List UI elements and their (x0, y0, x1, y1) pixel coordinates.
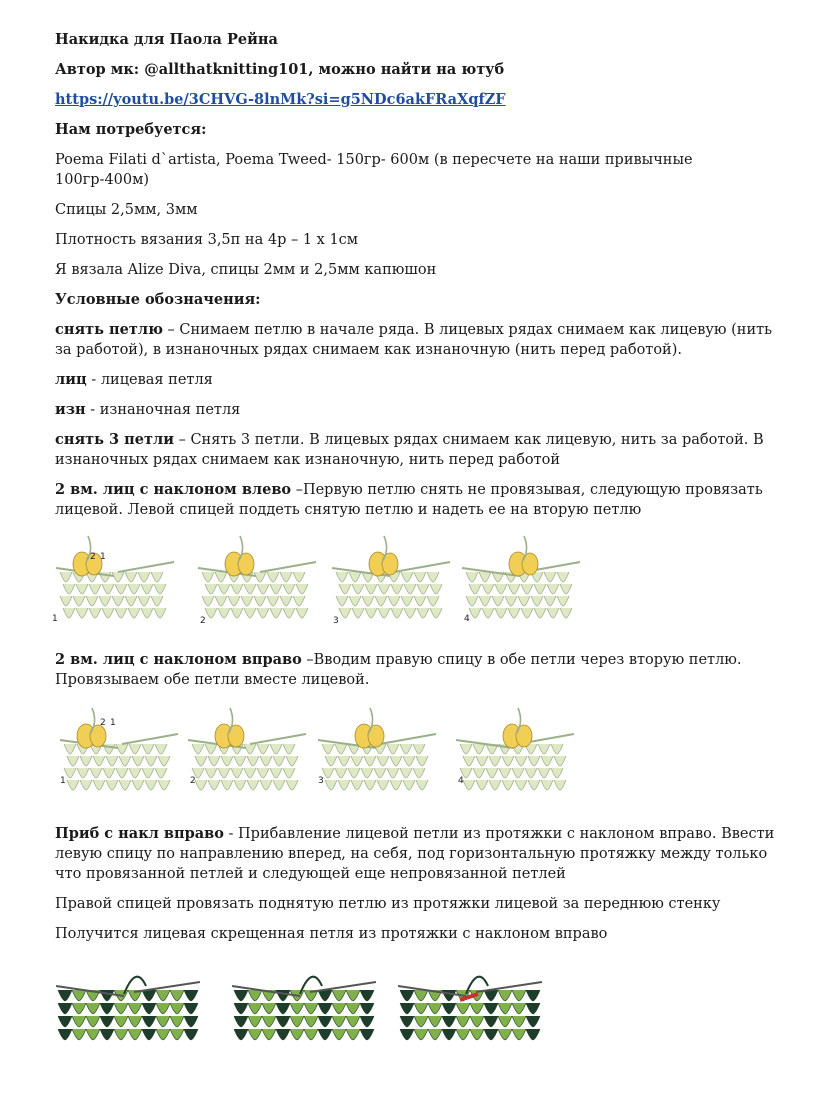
term-desc: лицевая петля (100, 372, 213, 388)
term-name: лиц (55, 371, 87, 388)
increase-diagram-3 (396, 960, 546, 1048)
knit-diagram-step-3 (328, 532, 454, 628)
knit-diagram-step-4 (458, 532, 584, 628)
knit-fabric-drawing (458, 532, 584, 628)
term-purl (55, 400, 775, 420)
term-name: снять 3 петли (55, 431, 174, 448)
increase-fabric-drawing (54, 960, 204, 1048)
knit-fabric-drawing (314, 704, 440, 800)
step-label: 1 (52, 614, 58, 624)
step-label: 4 (464, 614, 470, 624)
increase-fabric-drawing (396, 960, 546, 1048)
youtube-link[interactable]: https://youtu.be/3CHVG-8lnMk?si=g5NDc6akFRaXqfZF (55, 91, 506, 108)
document-page (52, 28, 775, 1060)
term-knit (55, 370, 775, 390)
term-sep: - (85, 402, 100, 418)
step-label: 2 (190, 776, 196, 786)
term-desc: Снимаем петлю в начале ряда. В лицевых рядах снимаем как лицевую (нить за работой), в изнаночных рядах снимаем как изнаночную (нить перед работой). (55, 322, 773, 358)
step-label: 2 (200, 616, 206, 626)
knit-diagram-step-2 (194, 532, 320, 628)
knit-diagram-step-4 (452, 704, 578, 800)
term-name: 2 вм. лиц с наклоном влево (55, 481, 292, 498)
needles-text: Спицы 2,5мм, 3мм (55, 202, 198, 218)
knit-fabric-drawing (52, 532, 178, 628)
knit-diagram-step-2 (184, 704, 310, 800)
term-name: Приб с накл вправо (55, 825, 224, 842)
term-desc: Вводим правую спицу в обе петли через вторую петлю. Провязываем обе петли вместе лицевой. (55, 652, 742, 688)
term-sep: – (173, 432, 191, 448)
term-desc: Прибавление лицевой петли из протяжки с наклоном вправо. Ввести левую спицу по направлению вперед, на себя, под горизонтальную протяжку между только что провязанной петлей и следующей еще непровязанной петлей (55, 826, 775, 882)
knit-fabric-drawing (56, 704, 182, 800)
term-k2tog-right (55, 650, 775, 690)
step-label: 4 (458, 776, 464, 786)
knit-fabric-drawing (328, 532, 454, 628)
term-sep: - (86, 372, 101, 388)
materials-text: Poema Filati d`artista, Poema Tweed- 150гр- 600м (в пересчете на наши привычные 100гр-400м) (55, 152, 693, 188)
increase-step-2: Правой спицей провязать поднятую петлю из протяжки лицевой за переднюю стенку (55, 896, 721, 912)
stitch-mark: 2 (100, 718, 106, 728)
knit-fabric-drawing (194, 532, 320, 628)
increase-diagram-1 (54, 960, 204, 1048)
increase-step-3: Получится лицевая скрещенная петля из протяжки с наклоном вправо (55, 926, 608, 942)
stitch-mark: 1 (110, 718, 116, 728)
step-label: 3 (333, 616, 339, 626)
term-name: 2 вм. лиц с наклоном вправо (55, 651, 302, 668)
knit-fabric-drawing (452, 704, 578, 800)
term-name: изн (55, 401, 86, 418)
stitch-mark: 2 (90, 552, 96, 562)
gauge-text: Плотность вязания 3,5п на 4р – 1 х 1см (55, 232, 359, 248)
yarn-note: Я вязала Alize Diva, спицы 2мм и 2,5мм капюшон (55, 262, 437, 278)
knit-diagram-step-3 (314, 704, 440, 800)
term-slip-stitch (55, 320, 775, 360)
needed-heading: Нам потребуется: (55, 121, 207, 138)
term-name: снять петлю (55, 321, 163, 338)
term-sep: – (162, 322, 180, 338)
legend-heading: Условные обозначения: (55, 291, 261, 308)
increase-fabric-drawing (230, 960, 380, 1048)
term-sep: – (291, 482, 303, 498)
doc-title: Накидка для Паола Рейна (55, 31, 278, 48)
term-desc: Снять 3 петли. В лицевых рядах снимаем как лицевую, нить за работой. В изнаночных рядах снимаем как изнаночную, нить перед работой (55, 432, 764, 468)
term-sep: – (301, 652, 314, 668)
increase-right (55, 824, 775, 884)
knit-diagram-step-1 (56, 704, 182, 800)
term-k2tog-left (55, 480, 775, 520)
term-desc: изнаночная петля (99, 402, 241, 418)
term-slip-three (55, 430, 775, 470)
step-label: 1 (60, 776, 66, 786)
term-desc: Первую петлю снять не провязывая, следующую провязать лицевой. Левой спицей поддеть снятую петлю и надеть ее на вторую петлю (55, 482, 763, 518)
step-label: 3 (318, 776, 324, 786)
figure-row-increase (52, 960, 775, 1050)
stitch-mark: 1 (100, 552, 106, 562)
knit-diagram-step-1 (52, 532, 178, 628)
increase-diagram-2 (230, 960, 380, 1048)
knit-fabric-drawing (184, 704, 310, 800)
figure-row-right-decrease (52, 704, 775, 804)
figure-row-left-decrease (52, 532, 775, 632)
author-line: Автор мк: @allthatknitting101, можно найти на ютуб (55, 61, 505, 78)
term-sep: - (223, 826, 239, 842)
